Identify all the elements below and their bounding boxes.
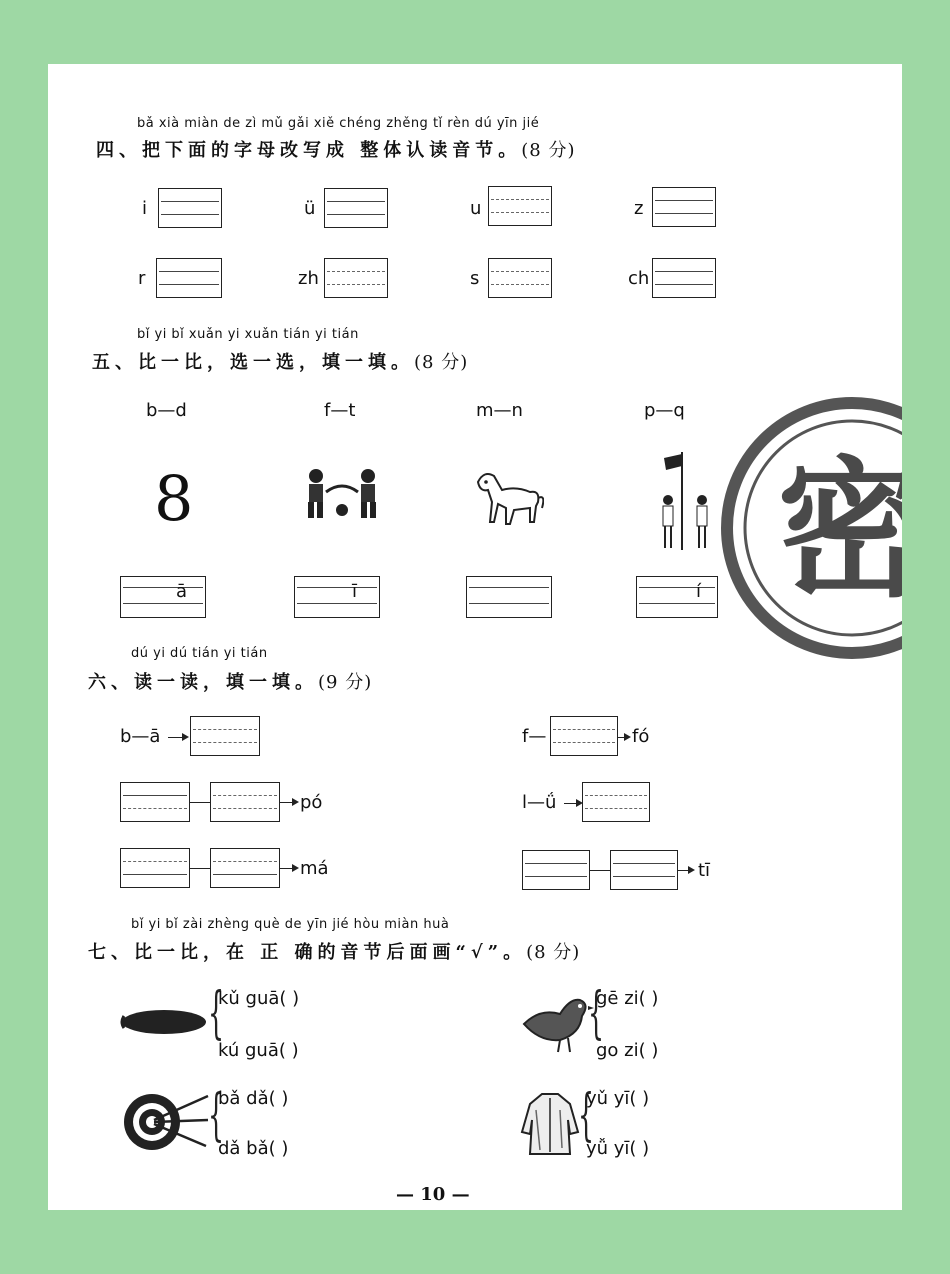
s7-option[interactable]: kú guā( ) xyxy=(218,1040,299,1061)
s4-letter-ch: ch xyxy=(628,268,650,289)
s5-pair-pq: p—q xyxy=(644,400,685,421)
s4-letter-ü: ü xyxy=(304,198,316,219)
s6-pinyin: dú yi dú tián yi tián xyxy=(131,646,268,661)
s5-pair-mn: m—n xyxy=(476,400,523,421)
s4-answer-box[interactable] xyxy=(488,186,552,226)
s6-heading: 六、读一读，填一填。(9 分) xyxy=(88,672,373,693)
s4-heading: 四、把下面的字母改写成 整体认读音节。(8 分) xyxy=(96,140,576,161)
s6-result-ma: má xyxy=(300,858,329,879)
s6-answer-box[interactable] xyxy=(190,716,260,756)
two-boys-picture xyxy=(302,466,382,524)
s6-result-fo: fó xyxy=(632,726,650,747)
flag-raising-picture xyxy=(656,450,720,552)
s4-answer-box[interactable] xyxy=(156,258,222,298)
s6-answer-box[interactable] xyxy=(120,782,190,822)
s6-answer-box[interactable] xyxy=(210,848,280,888)
s5-answer-box[interactable]: ī xyxy=(294,576,380,618)
s5-answer-box[interactable] xyxy=(466,576,552,618)
s6-item-ba: b—ā xyxy=(120,726,161,747)
raincoat-picture xyxy=(520,1090,580,1158)
digit-eight-picture: 8 xyxy=(154,462,194,535)
s4-answer-box[interactable] xyxy=(324,258,388,298)
bitter-melon-picture xyxy=(120,1002,210,1042)
s5-pair-bd: b—d xyxy=(146,400,187,421)
s7-option[interactable]: go zi( ) xyxy=(596,1040,659,1061)
s4-answer-box[interactable] xyxy=(488,258,552,298)
s4-answer-box[interactable] xyxy=(324,188,388,228)
s6-answer-box[interactable] xyxy=(120,848,190,888)
s5-pinyin: bǐ yi bǐ xuǎn yi xuǎn tián yi tián xyxy=(137,327,359,342)
horse-picture xyxy=(472,468,544,530)
s7-option[interactable]: yǚ yī( ) xyxy=(586,1138,650,1159)
s4-letter-s: s xyxy=(470,268,480,289)
s6-answer-box[interactable] xyxy=(582,782,650,822)
s7-option[interactable]: bǎ dǎ( ) xyxy=(218,1088,289,1109)
s6-result-po: pó xyxy=(300,792,323,813)
s4-letter-r: r xyxy=(138,268,146,289)
s7-option[interactable]: gē zi( ) xyxy=(596,988,659,1009)
dartboard-picture xyxy=(122,1090,212,1154)
s5-pair-ft: f—t xyxy=(324,400,356,421)
s4-answer-box[interactable] xyxy=(158,188,222,228)
s6-result-ti: tī xyxy=(698,860,711,881)
s6-answer-box[interactable] xyxy=(550,716,618,756)
s4-letter-z: z xyxy=(634,198,644,219)
s7-heading: 七、比一比，在 正 确的音节后面画“√”。(8 分) xyxy=(88,942,581,963)
s5-answer-box[interactable]: í xyxy=(636,576,718,618)
s4-letter-i: i xyxy=(142,198,148,219)
s7-option[interactable]: yǔ yī( ) xyxy=(586,1088,650,1109)
s5-heading: 五、比一比，选一选，填一填。(8 分) xyxy=(92,352,469,373)
pigeon-picture xyxy=(520,990,594,1054)
s7-score: (8 分) xyxy=(526,942,581,963)
s6-answer-box[interactable] xyxy=(610,850,678,890)
s6-item-f: f— xyxy=(522,726,547,747)
confidential-stamp xyxy=(720,394,928,664)
s4-score: (8 分) xyxy=(521,140,576,161)
s6-answer-box[interactable] xyxy=(210,782,280,822)
s4-letter-u: u xyxy=(470,198,482,219)
s7-pinyin: bǐ yi bǐ zài zhèng què de yīn jié hòu miàn huà xyxy=(131,917,450,932)
s4-pinyin: bǎ xià miàn de zì mǔ gǎi xiě chéng zhěng tǐ rèn dú yīn jié xyxy=(137,116,540,131)
s4-letter-zh: zh xyxy=(298,268,319,289)
s5-score: (8 分) xyxy=(414,352,469,373)
s4-answer-box[interactable] xyxy=(652,258,716,298)
s6-answer-box[interactable] xyxy=(522,850,590,890)
s4-answer-box[interactable] xyxy=(652,187,716,227)
s7-option[interactable]: kǔ guā( ) xyxy=(218,988,300,1009)
stamp-character: 密 xyxy=(776,444,928,618)
s6-score: (9 分) xyxy=(318,672,373,693)
page-number: — 10 — xyxy=(396,1184,470,1205)
s7-option[interactable]: dǎ bǎ( ) xyxy=(218,1138,289,1159)
s6-item-lv: l—ǘ xyxy=(522,792,557,813)
s5-answer-box[interactable]: ā xyxy=(120,576,206,618)
worksheet-page: bǎ xià miàn de zì mǔ gǎi xiě chéng zhěng tǐ rèn dú yīn jié 四、把下面的字母改写成 整体认读音节。(8 分) i ü u z r zh s ch bǐ yi bǐ xuǎn yi xuǎn tián yi tián 五、比一比，选一选，填一填。(8 分) b—d f—t m—n p—q 8 ā ī í 密 dú yi dú tián yi tián 六、读一读，填一填。(9 分) b—ā f— fó pó l—ǘ má tī bǐ yi bǐ zài zhèng què de yīn jié hòu miàn huà 七、比一比，在 正 确的音节后面画“√”。(8 分) { kǔ guā( ) kú guā( ) { gē zi( ) go zi( ) { bǎ dǎ( ) dǎ bǎ( ) { yǔ yī( ) yǚ yī( ) — 10 — xyxy=(48,64,902,1210)
